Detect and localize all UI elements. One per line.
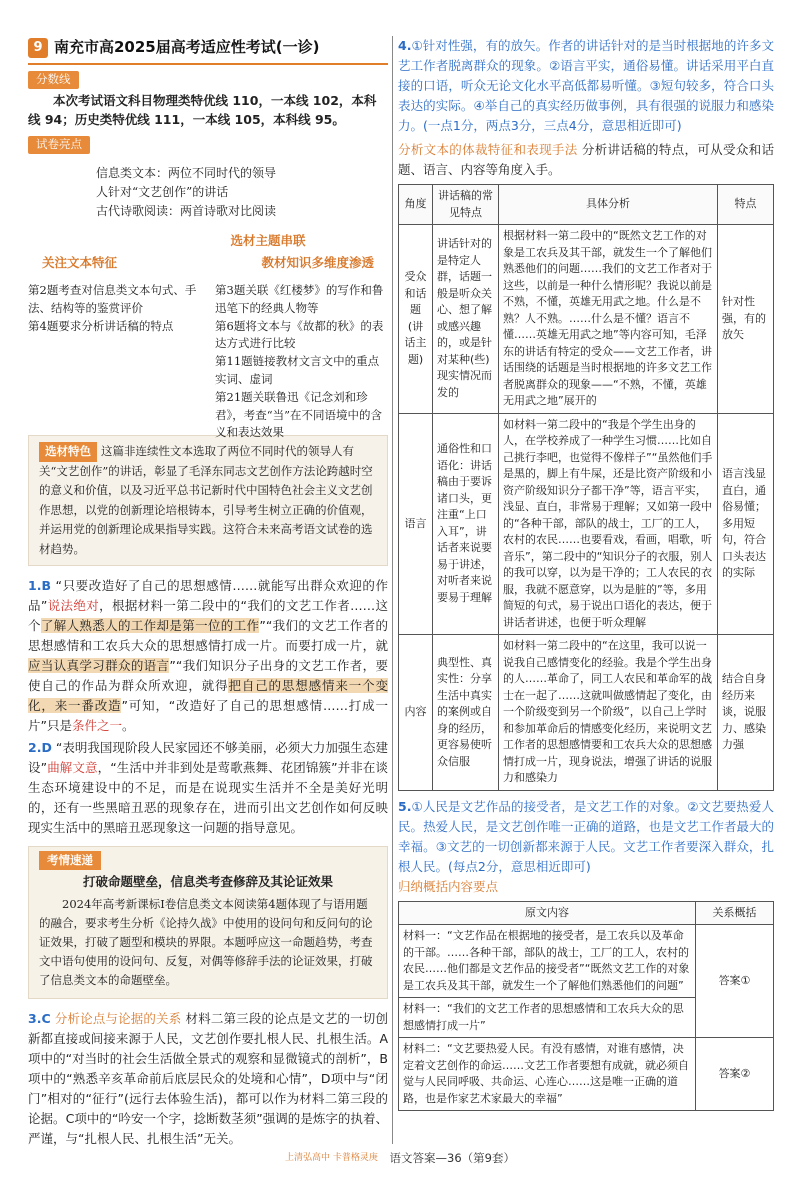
table-cell: 受众和话题(讲话主题) — [399, 225, 433, 414]
table-cell: 针对性强，有的放矢 — [718, 225, 774, 414]
highlighted-text: 把自己的思想感情来一个变化，来一番改造 — [28, 678, 388, 714]
answer-text: 材料二第三段的论点是文艺的一切创新都直接或间接来源于人民，文艺创作要扎根人民、扎根生活。A项中的“对当时的社会生活做全景式的观察和显微镜式的剖析”，B项中的“熟悉辛亥革命前后底层民众的处境和心情”，D项中与“闭门”相对的“征行”(远行去体验生活)，都可以作为材料二第三段的论据。C项中的“吟安一个字，捻断数茎须”强调的是炼字的执着、严谨，与“扎根人民、扎根生活”无关。 — [28, 1010, 388, 1146]
map-item: 第6题将文本与《故都的秋》的表达方式进行比较 — [215, 318, 384, 351]
feature-tag: 选材特色 — [39, 442, 97, 462]
table-row — [399, 225, 774, 414]
map-item: 第4题要求分析讲话稿的特点 — [28, 318, 174, 333]
table-cell: 讲话针对的是特定人群，话题一般是听众关心、想了解或感兴趣的，或是针对某种(些)现实情况而发的 — [433, 225, 499, 414]
map-left-col — [28, 282, 201, 442]
map-heads — [28, 251, 388, 274]
answer-text: ”“我们的文艺工作者的思想感情和工农兵大众的思想感情打成一片。而要打成一片，就 — [28, 618, 388, 654]
answer-text: ①针对性强，有的放矢。作者的讲话针对的是当时根据地的许多文艺工作者脱离群众的现象。②语言平实，通俗易懂。讲话采用平白直接的口语，听众无论文化水平高低都易听懂。③短句较多，符合口头表达的实际。④举自己的真实经历做事例，具有很强的说服力和感染力。(一点1分，两点3分，三点4分，意思相近即可) — [398, 38, 774, 133]
error-label: 条件之一 — [71, 718, 122, 734]
map-right-head: 教材知识多维度渗透 — [261, 254, 374, 270]
map-left-head: 关注文本特征 — [42, 254, 118, 270]
table-row — [399, 413, 774, 635]
feature-text: 这篇非连续性文本选取了两位不同时代的领导人有关“文艺创作”的讲话，彰显了毛泽东同志文艺创作方法论跨越时空的意义和价值，以及习近平总书记新时代中国特色社会主义文艺创作思想，以党的创新理论培根铸本，引导考生树立正确的价值观，并运用党的创新理论成果指导实践。这符合未来高考语文试卷的选材趋势。 — [39, 444, 373, 556]
method-label: 分析论点与论据的关系 — [54, 1010, 182, 1026]
table-cell: 结合自身经历来谈，说服力、感染力强 — [718, 635, 774, 791]
column-divider — [392, 36, 393, 1144]
method-label: 归纳概括内容要点 — [398, 878, 499, 894]
title-bar — [28, 36, 388, 65]
answer-number: 2.D — [28, 740, 52, 756]
table-cell: 根据材料一第二段中的“既然文艺工作的对象是工农兵及其干部，就发生一个了解他们熟悉他们的问题……我们的文艺工作者对于这些，以前是一种什么情形呢？我说以前是不熟，不懂，英雄无用武之地。什么是不熟？人不熟。……什么是不懂？语言不懂……英雄无用武之地”等内容可知，毛泽东的讲话有特定的受众——文艺工作者，讲话围绕的话题是当时根据地的许多文艺工作者脱离群众的现象——“不熟，不懂，英雄无用武之地”展开的 — [499, 225, 718, 414]
highlighted-text: 了解人熟悉人的工作却是第一位的工作 — [40, 618, 260, 634]
paper-title: 南充市高2025届高考适应性考试(一诊) — [54, 38, 320, 56]
answer-text: ，“生活中并非到处是莺歌燕舞、花团锦簇”并非在谈生态环境建设中的不足，而是在说现实生活并不全是美好光明的，还有一些黑暗丑恶的现象存在，进而引出文艺创作如何反映现实生活中的黑暗丑恶现象这一问题的指导意见。 — [28, 760, 388, 836]
answer-number: 5. — [398, 798, 412, 814]
answer-1 — [28, 576, 388, 736]
map-item: 第2题考查对信息类文本句式、手法、结构等的鉴赏评价 — [28, 282, 197, 315]
highlight-line: 人针对“文艺创作”的讲话 — [96, 184, 229, 199]
left-column — [28, 36, 388, 1149]
speech-analysis-table — [398, 184, 774, 791]
right-column — [398, 36, 774, 1111]
table-cell: 内容 — [399, 635, 433, 791]
footer-page-label: 语文答案—36（第9套） — [389, 1151, 515, 1165]
answer-text: ，根据材料一第二段中的“我们的文艺工作者……这个 — [28, 598, 388, 634]
table-cell: 答案② — [696, 1038, 774, 1111]
table-header: 角度 — [399, 185, 433, 225]
content-summary-table — [398, 901, 774, 1112]
quick-title: 打破命题壁垒，信息类考查修辞及其论证效果 — [82, 874, 333, 890]
table-cell: 材料二：“文艺要热爱人民。有没有感情，对谁有感情，决定着文艺创作的命运……文艺工作者要想有成就，就必须自觉与人民同呼吸、共命运、心连心……这是唯一正确的道路，也是作家艺术家最大的幸福” — [399, 1038, 696, 1111]
table-header-row — [399, 901, 774, 925]
answer-text: “只要改造好了自己的思想感情……就能写出群众欢迎的作品” — [28, 578, 388, 614]
table-header: 关系概括 — [696, 901, 774, 925]
answer-text: ①人民是文艺作品的接受者，是文艺工作的对象。②文艺要热爱人民。热爱人民，是文艺创作唯一正确的道路，也是文艺工作者最大的幸福。③文艺的一切创新都来源于人民。文艺工作者要深入群众，扎根人民。(每点2分，意思相近即可) — [398, 798, 774, 874]
map-columns — [28, 282, 388, 442]
exam-quick-box — [28, 846, 388, 998]
table-cell: 通俗性和口语化：讲话稿由于要诉诸口头，更注重“上口入耳”，讲话者来说要易于讲述，对听者来说要易于理解 — [433, 413, 499, 635]
highlights-tag: 试卷亮点 — [28, 136, 90, 154]
table-header: 原文内容 — [399, 901, 696, 925]
table-cell: 材料一：“文艺作品在根据地的接受者，是工农兵以及革命的干部。……各种干部，部队的战士，工厂的工人，农村的农民……他们都是文艺作品的接受者”“既然文艺工作的对象是工农兵及其干部，就发生一个了解他们熟悉他们的问题” — [399, 925, 696, 998]
quick-tag: 考情速递 — [39, 851, 101, 870]
answer-text: 。 — [122, 718, 135, 734]
method-label: 分析文本的体裁特征和表现手法 — [398, 142, 578, 157]
map-right-col — [215, 282, 388, 442]
highlighted-text: 应当认真学习群众的语言 — [28, 658, 170, 674]
map-top-label: 选材主题串联 — [230, 233, 306, 249]
publisher-logo: 上清弘高中 卡普格灵庚 — [285, 1152, 378, 1163]
table-cell: 答案① — [696, 925, 774, 1038]
table-cell: 如材料一第二段中的“在这里，我可以说一说我自己感情变化的经验。我是个学生出身的人……革命了，同工人农民和革命军的战士在一起了……这就叫做感情起了变化，由一个阶级变到另一个阶级”，以自己上学时和参加革命后的情感变化经历，来说明文艺工作者的思想感情要和工农兵大众的思想感情打成一片，现身说法，增强了讲话的说服力和感染力 — [499, 635, 718, 791]
table-cell: 典型性、真实性：分享生活中真实的案例或自身的经历，更容易使听众信服 — [433, 635, 499, 791]
table-header: 讲话稿的常见特点 — [433, 185, 499, 225]
table-cell: 语言浅显直白，通俗易懂；多用短句，符合口头表达的实际 — [718, 413, 774, 635]
answer-text: ”可知，“改造好了自己的思想感情……打成一片”只是 — [28, 698, 388, 734]
answer-5 — [398, 797, 774, 897]
highlight-line: 古代诗歌阅读：两首诗歌对比阅读 — [96, 204, 277, 218]
highlights-block — [96, 164, 388, 222]
answer-4 — [398, 36, 774, 180]
score-line: 本次考试语文科目物理类特优线 110，一本线 102，本科线 94；历史类特优线 111，一本线 105，本科线 95。 — [28, 93, 377, 128]
topic-map — [28, 231, 388, 440]
answer-number: 1.B — [28, 578, 51, 594]
table-row — [399, 635, 774, 791]
method-text: 分析讲话稿的特点，可从受众和话题、语言、内容等角度入手。 — [398, 142, 774, 177]
error-label: 说法绝对 — [47, 598, 100, 614]
error-label: 曲解文意 — [47, 760, 98, 776]
quick-text: 2024年高考新课标Ⅰ卷信息类文本阅读第4题体现了与语用题的融合，要求考生分析《论持久战》中使用的设问句和反问句的论证效果，打破了题型和模块的界限。本题呼应这一命题趋势，考查文中语句使用的设问句、反复，对偶等修辞手法的论证效果，打破了信息类文本的命题壁垒。 — [39, 897, 373, 987]
paper-number-badge: 9 — [28, 38, 48, 58]
table-header-row — [399, 185, 774, 225]
table-row — [399, 1038, 774, 1111]
highlight-line: 信息类文本：两位不同时代的领导 — [96, 165, 277, 180]
page-footer — [0, 1150, 800, 1168]
table-cell: 如材料一第二段中的“我是个学生出身的人，在学校养成了一种学生习惯……比如自己挑行李吧，也觉得不像样子”“虽然他们手是黑的，脚上有牛屎，还是比资产阶级和小资产阶级知识分子都干净”等，语言平实，浅显、直白，非常易于理解；又如第一段中的“各种干部，部队的战士，工厂的工人，农村的农民……也要看戏，看画，唱歌，听音乐”，第二段中的“知识分子的衣服，别人的我可以穿，以为是干净的；工人农民的衣服，我就不愿意穿，以为是脏的”等，多用简短的句式，易于说出口语化的表达，便于讲话者讲述，也便于听众理解 — [499, 413, 718, 635]
map-item: 第3题关联《红楼梦》的写作和鲁迅笔下的经典人物等 — [215, 282, 384, 315]
score-tag: 分数线 — [28, 71, 79, 89]
table-header: 特点 — [718, 185, 774, 225]
table-cell: 语言 — [399, 413, 433, 635]
table-cell: 材料一：“我们的文艺工作者的思想感情和工农兵大众的思想感情打成一片” — [399, 998, 696, 1038]
answer-3 — [28, 1009, 388, 1149]
selection-feature-box — [28, 435, 388, 566]
answer-2 — [28, 738, 388, 838]
answer-text: “表明我国现阶段人民家园还不够美丽，必须大力加强生态建设” — [28, 740, 388, 776]
answer-number: 4. — [398, 38, 412, 53]
map-item: 第11题链接教材文言文中的重点实词、虚词 — [215, 354, 380, 386]
answer-number: 3.C — [28, 1010, 51, 1026]
map-item: 第21题关联鲁迅《记念刘和珍君》，考查“当”在不同语境中的含义和表达效果 — [215, 389, 383, 440]
answer-text: ”“我们知识分子出身的文艺工作者，要使自己的作品为群众所欢迎，就得 — [28, 658, 388, 694]
table-header: 具体分析 — [499, 185, 718, 225]
table-row — [399, 925, 774, 998]
